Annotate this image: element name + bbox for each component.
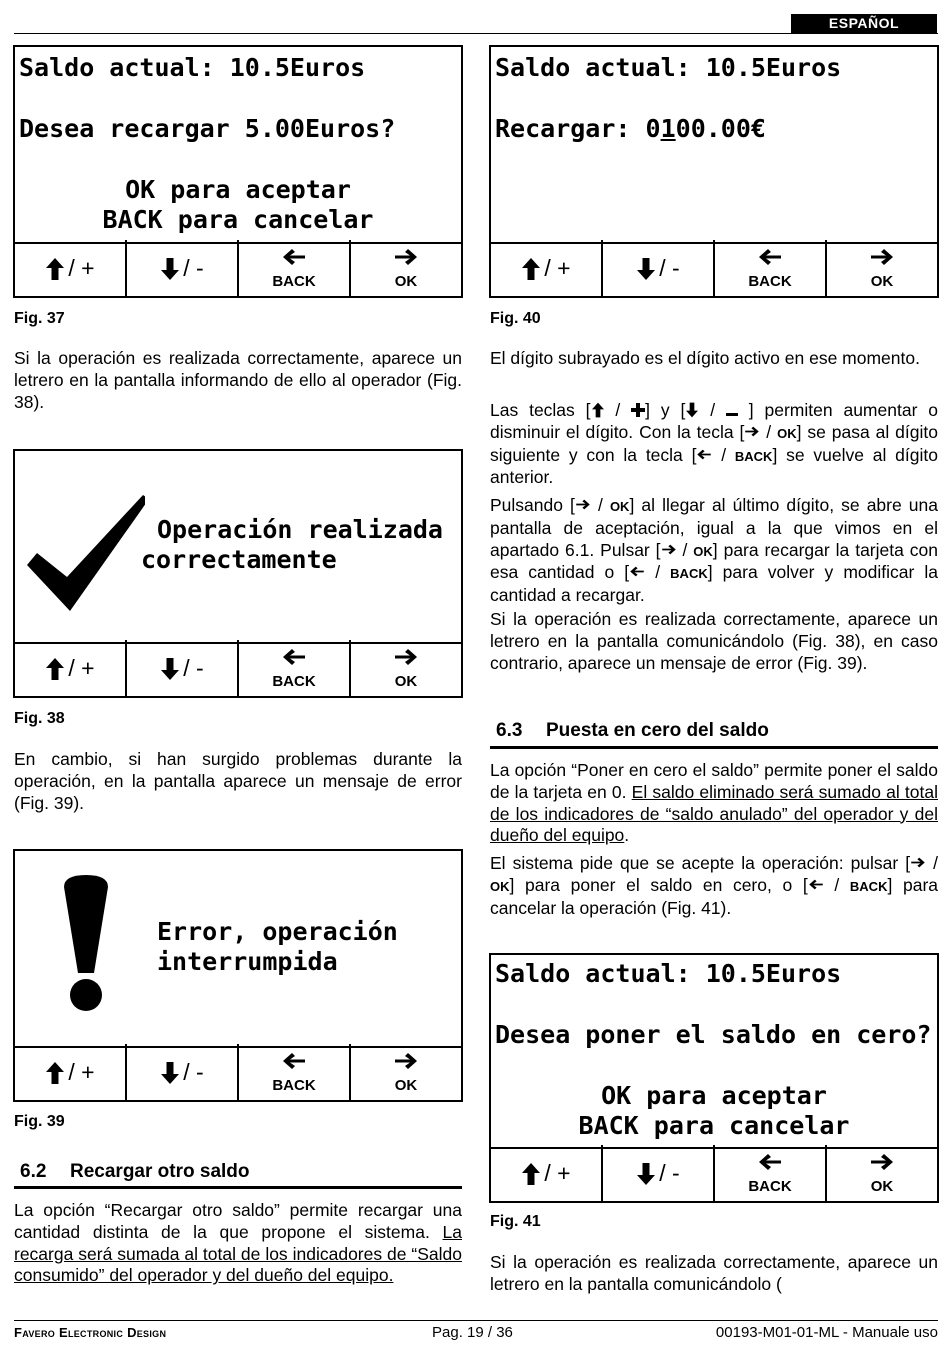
arrow-up-icon <box>591 402 605 418</box>
key-down-minus <box>603 1145 715 1201</box>
header-rule <box>14 33 938 34</box>
screen-line-ok: OK para aceptar <box>125 175 351 204</box>
key-ok-label: OK <box>394 273 418 290</box>
display-screen <box>15 451 461 644</box>
plus-icon <box>631 403 645 417</box>
key-down-label: / - <box>183 1059 204 1086</box>
screen-line-back: BACK para cancelar <box>578 1111 850 1140</box>
key-ok <box>827 1145 937 1201</box>
display-fig39 <box>13 849 463 1102</box>
key-up-plus <box>491 240 603 296</box>
screen-line-balance: Saldo actual: 10.5Euros <box>495 959 842 988</box>
arrow-left-icon <box>281 647 307 667</box>
language-tag: ESPAÑOL <box>791 14 937 33</box>
paragraph-text: La opción “Recargar otro saldo” permite recargar una cantidad distinta de la que propone el sistema. <box>14 1200 462 1242</box>
keypad <box>15 640 461 696</box>
paragraph: El dígito subrayado es el dígito activo en ese momento. <box>490 348 920 368</box>
paragraph: El sistema pide que se acepte la operación: pulsar [ / OK] para poner el saldo en cero, o [ / BACK] para cancelar la operación (Fig. 41). <box>490 853 939 918</box>
display-screen <box>15 47 461 244</box>
text-run: ] para cancelar la operación (Fig. 41). <box>490 874 939 918</box>
section-title: Recargar otro saldo <box>70 1161 250 1182</box>
key-ok <box>351 1044 461 1100</box>
key-up-label: / + <box>544 255 571 282</box>
key-ok-label: OK <box>394 1077 418 1094</box>
key-down-label: / - <box>659 255 680 282</box>
text-run: ] para poner el saldo en cero, o [ <box>509 874 808 895</box>
paragraph: Si la operación es realizada correctamente, aparece un letrero en la pantalla comunicándolo ( <box>490 1252 938 1294</box>
key-back <box>239 1044 351 1100</box>
section-number: 6.2 <box>20 1161 47 1182</box>
text-run: El sistema pide que se acepte la operación: pulsar [ <box>490 853 911 873</box>
checkmark-icon <box>25 495 145 613</box>
screen-line-back: BACK para cancelar <box>102 205 374 234</box>
exclamation-icon <box>62 873 110 1013</box>
text-run: ] al llegar al último dígito, se abre una pantalla de aceptación, igual a la que vimos en el apartado 6.1. Pulsar [ <box>490 495 938 560</box>
key-up-plus <box>15 240 127 296</box>
key-down-minus <box>127 640 239 696</box>
keypad <box>15 240 461 296</box>
key-back <box>239 240 351 296</box>
section-heading-6-3 <box>490 720 938 749</box>
paragraph: Pulsando [ / OK] al llegar al último dígito, se abre una pantalla de aceptación, igual a la que vimos en el apartado 6.1. Pulsar [ / OK] para recargar la tarjeta con esa cantidad o [ / BACK] para volver y modificar la cantidad a recargar. <box>490 495 938 606</box>
paragraph <box>490 760 938 847</box>
screen-line-question: Desea recargar 5.00Euros? <box>19 114 396 143</box>
section-heading-6-2 <box>14 1161 462 1189</box>
section-number: 6.3 <box>496 720 523 741</box>
key-down-label: / - <box>183 255 204 282</box>
key-down-minus <box>603 240 715 296</box>
text-run: Pulsando [ <box>490 495 575 515</box>
display-fig37 <box>13 45 463 298</box>
arrow-left-icon <box>281 1051 307 1071</box>
text-run: ] y [ <box>645 400 686 420</box>
text-run: La opción “Poner en cero el saldo” permite poner el saldo de la tarjeta en 0. <box>490 760 938 802</box>
arrow-right-icon <box>661 543 677 556</box>
text-run: ] para recargar la tarjeta con esa cantidad o [ <box>490 539 938 583</box>
text-run: / <box>604 400 632 420</box>
key-back-label: BACK <box>748 273 792 290</box>
key-up-plus <box>15 1044 127 1100</box>
key-name: OK <box>609 499 630 514</box>
figure-caption: Fig. 40 <box>490 310 541 327</box>
display-screen <box>491 955 937 1149</box>
display-screen <box>15 851 461 1048</box>
key-up-label: / + <box>68 655 95 682</box>
key-back <box>715 1145 827 1201</box>
key-back-label: BACK <box>272 673 316 690</box>
figure-caption: Fig. 39 <box>14 1113 65 1130</box>
key-ok <box>827 240 937 296</box>
text-run: . <box>624 825 630 846</box>
key-back <box>239 640 351 696</box>
paragraph <box>14 1200 462 1287</box>
key-up-plus <box>15 640 127 696</box>
screen-line-balance: Saldo actual: 10.5Euros <box>19 53 366 82</box>
arrow-right-icon <box>869 247 895 267</box>
screen-line-success-2: correctamente <box>141 545 337 574</box>
screen-line-error-2: interrumpida <box>157 947 338 976</box>
footer-rule <box>14 1320 938 1321</box>
arrow-right-icon <box>393 647 419 667</box>
screen-line-success-1: Operación realizada <box>157 515 443 544</box>
minus-icon <box>726 404 738 418</box>
arrow-left-icon <box>629 565 645 578</box>
paragraph-underlined-text: El saldo eliminado será sumado al total de los indicadores de “saldo anulado” del operador y del dueño del equipo <box>490 781 938 846</box>
key-back-label: BACK <box>272 1077 316 1094</box>
key-ok-label: OK <box>870 273 894 290</box>
arrow-right-icon <box>393 247 419 267</box>
paragraph: Si la operación es realizada correctamente, aparece un letrero en la pantalla comunicándolo (Fig. 38), en caso contrario, aparece un mensaje de error (Fig. 39). <box>490 609 938 673</box>
key-back <box>715 240 827 296</box>
key-name: BACK <box>734 448 773 464</box>
arrow-right-icon <box>910 856 926 869</box>
text-run: Las teclas [ <box>490 400 591 420</box>
arrow-left-icon <box>696 448 712 461</box>
key-up-label: / + <box>68 255 95 282</box>
paragraph: Si la operación es realizada correctamente, aparece un letrero en la pantalla informando de ello al operador (Fig. 38). <box>14 348 462 412</box>
text-run: / <box>699 400 726 420</box>
key-name: OK <box>777 425 797 441</box>
paragraph: En cambio, si han surgido problemas durante la operación, en la pantalla aparece un mensaje de error (Fig. 39). <box>14 749 462 813</box>
keypad <box>491 240 937 296</box>
text-run: ] se vuelve al dígito anterior. <box>490 444 938 488</box>
display-fig40 <box>489 45 939 298</box>
footer-company: Favero Electronic Design <box>14 1325 167 1340</box>
figure-caption: Fig. 38 <box>14 710 65 727</box>
text-run: ] para volver y modificar la cantidad a recargar. <box>490 562 938 606</box>
footer-page-number: Pag. 19 / 36 <box>432 1324 513 1341</box>
display-fig38 <box>13 449 463 698</box>
arrow-right-icon <box>744 425 760 438</box>
key-down-minus <box>127 1044 239 1100</box>
key-back-label: BACK <box>748 1178 792 1195</box>
paragraph-underlined-text: La recarga será sumada al total de los indicadores de “Saldo consumido” del operador y del dueño del equipo. <box>14 1221 462 1286</box>
arrow-down-icon <box>685 402 699 418</box>
figure-caption: Fig. 41 <box>490 1213 541 1230</box>
arrow-left-icon <box>757 1152 783 1172</box>
arrow-right-icon <box>575 498 591 511</box>
text-run: ] se pasa al dígito siguiente y con la tecla [ <box>490 421 938 465</box>
screen-line-balance: Saldo actual: 10.5Euros <box>495 53 842 82</box>
screen-line-question: Desea poner el saldo en cero? <box>495 1020 932 1049</box>
key-up-label: / + <box>68 1059 95 1086</box>
figure-caption: Fig. 37 <box>14 310 65 327</box>
arrow-left-icon <box>281 247 307 267</box>
active-digit: 1 <box>660 114 676 143</box>
arrow-right-icon <box>869 1152 895 1172</box>
footer-document-code: 00193-M01-01-ML - Manuale uso <box>715 1324 938 1341</box>
key-up-plus <box>491 1145 603 1201</box>
key-name: OK <box>693 543 713 559</box>
key-ok <box>351 240 461 296</box>
display-screen <box>491 47 937 244</box>
recharge-suffix: 00.00€ <box>675 114 766 143</box>
key-ok <box>351 640 461 696</box>
key-ok-label: OK <box>870 1178 894 1195</box>
screen-line-ok: OK para aceptar <box>601 1081 827 1110</box>
key-name: OK <box>490 878 510 894</box>
screen-line-recharge <box>495 114 766 143</box>
paragraph: Las teclas [ / ] y [ / ] permiten aumentar o disminuir el dígito. Con la tecla [ / OK] se pasa al dígito siguiente y con la tecla [ / BACK] se vuelve al dígito anterior. <box>490 400 938 488</box>
key-name: BACK <box>670 566 708 582</box>
recharge-prefix: Recargar: 0 <box>495 114 661 143</box>
display-fig41 <box>489 953 939 1203</box>
keypad <box>491 1145 937 1201</box>
text-run: ] permiten aumentar o disminuir el dígito. Con la tecla [ <box>490 400 938 442</box>
key-back-label: BACK <box>272 273 316 290</box>
arrow-right-icon <box>393 1051 419 1071</box>
key-down-minus <box>127 240 239 296</box>
section-title: Puesta en cero del saldo <box>546 720 769 741</box>
keypad <box>15 1044 461 1100</box>
arrow-left-icon <box>808 878 824 891</box>
arrow-left-icon <box>757 247 783 267</box>
key-down-label: / - <box>659 1160 680 1187</box>
key-down-label: / - <box>183 655 204 682</box>
key-ok-label: OK <box>394 673 418 690</box>
screen-line-error-1: Error, operación <box>157 917 398 946</box>
key-up-label: / + <box>544 1160 571 1187</box>
key-name: BACK <box>849 878 888 894</box>
